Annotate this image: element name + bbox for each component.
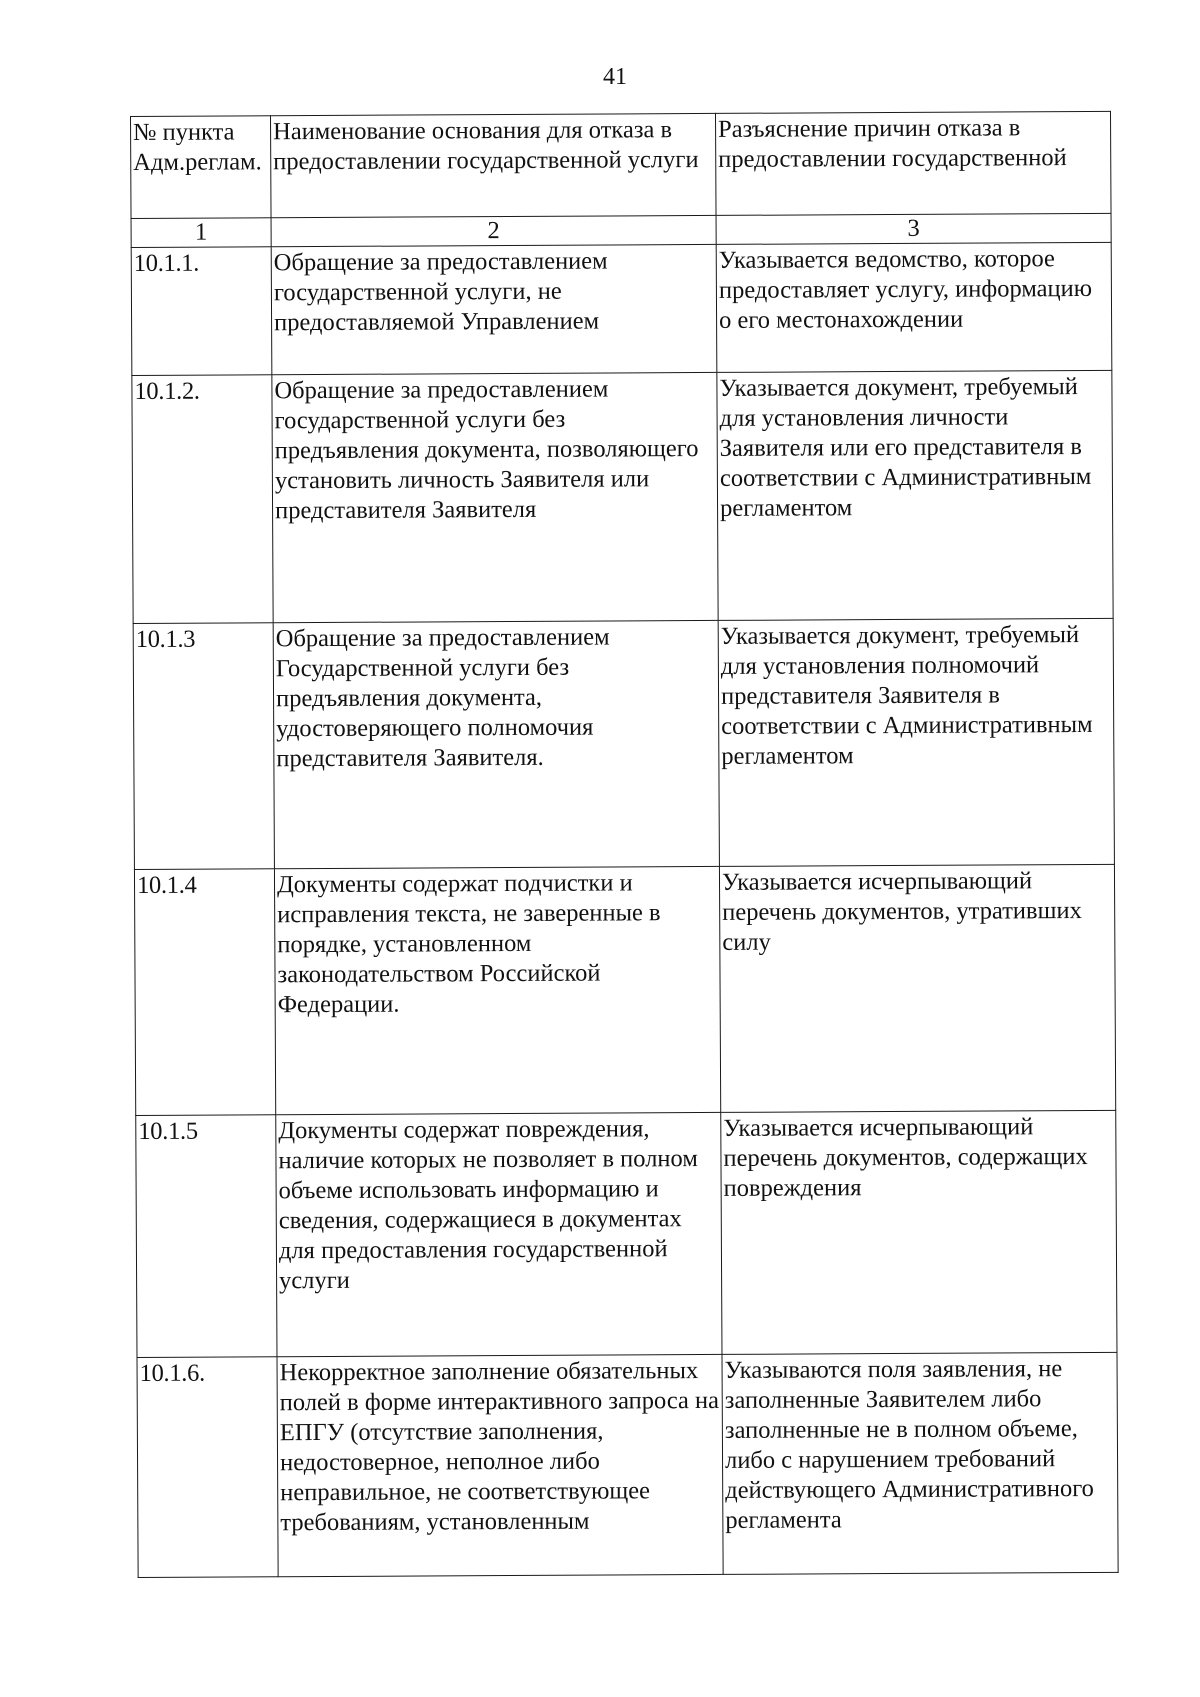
refusal-ground: Документы содержат подчистки и исправления текста, не заверенные в порядке, установленном законодательством Российской Федерации.	[274, 866, 720, 1114]
refusal-explanation: Указывается исчерпывающий перечень документов, утративших силу	[719, 864, 1115, 1112]
header-item-number: № пункта Адм.реглам.	[131, 116, 272, 219]
table-row	[137, 1352, 1118, 1577]
table-header-row	[131, 111, 1112, 218]
table-row	[132, 370, 1113, 623]
item-number: 10.1.4	[134, 869, 275, 1116]
refusal-ground: Обращение за предоставлением Государственной услуги без предъявления документа, удостоверяющего полномочия представителя Заявителя.	[273, 620, 719, 868]
refusal-ground: Документы содержат повреждения, наличие которых не позволяет в полном объеме использовать информацию и сведения, содержащиеся в документах для предоставления государственной услуги	[276, 1112, 722, 1356]
header-refusal-explanation: Разъяснение причин отказа в предоставлении государственной	[715, 111, 1111, 215]
item-number: 10.1.3	[133, 623, 274, 870]
table-row	[133, 618, 1114, 869]
table-row	[136, 1110, 1117, 1357]
item-number: 10.1.6.	[137, 1357, 278, 1578]
column-number: 3	[716, 213, 1111, 244]
refusal-ground: Обращение за предоставлением государственной услуги, не предоставляемой Управлением	[271, 244, 717, 374]
column-number: 2	[271, 215, 716, 246]
table-row	[131, 242, 1112, 375]
refusal-grounds-table	[130, 111, 1119, 1578]
page-number: 41	[603, 64, 627, 90]
refusal-explanation: Указываются поля заявления, не заполненные Заявителем либо заполненные не в полном объеме, либо с нарушением требований действующего Административного регламента	[722, 1352, 1118, 1574]
refusal-explanation: Указывается документ, требуемый для установления личности Заявителя или его представителя в соответствии с Административным регламентом	[717, 370, 1113, 620]
header-refusal-ground: Наименование основания для отказа в предоставлении государственной услуги	[271, 113, 717, 217]
refusal-ground: Некорректное заполнение обязательных полей в форме интерактивного запроса на ЕПГУ (отсутствие заполнения, недостоверное, неполное либо неправильное, не соответствующее требованиям, установленным	[277, 1354, 723, 1576]
column-number: 1	[131, 218, 271, 248]
table-row	[134, 864, 1115, 1115]
item-number: 10.1.1.	[131, 247, 272, 376]
item-number: 10.1.2.	[132, 375, 273, 624]
refusal-explanation: Указывается ведомство, которое предоставляет услугу, информацию о его местонахождении	[716, 242, 1112, 372]
refusal-explanation: Указывается документ, требуемый для установления полномочий представителя Заявителя в соответствии с Административным регламентом	[718, 618, 1114, 866]
item-number: 10.1.5	[136, 1115, 277, 1358]
refusal-explanation: Указывается исчерпывающий перечень документов, содержащих повреждения	[721, 1110, 1117, 1354]
refusal-ground: Обращение за предоставлением государственной услуги без предъявления документа, позволяющего установить личность Заявителя или представителя Заявителя	[272, 372, 718, 622]
